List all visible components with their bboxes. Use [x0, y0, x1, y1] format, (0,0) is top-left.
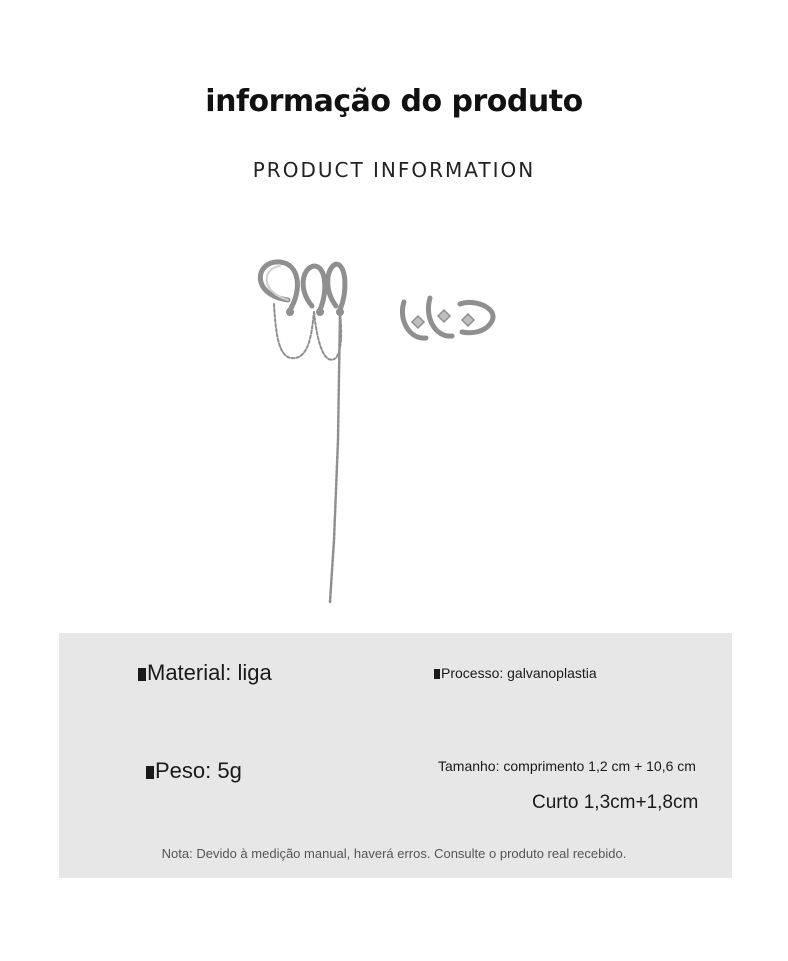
bullet-icon — [434, 669, 440, 679]
weight-spec: Peso: 5g — [146, 758, 242, 784]
short-size-spec: Curto 1,3cm+1,8cm — [532, 792, 699, 813]
page-subtitle: PRODUCT INFORMATION — [252, 158, 536, 182]
product-image — [240, 240, 540, 620]
measurement-note: Nota: Devido à medição manual, haverá erros. Consulte o produto real recebido. — [161, 846, 627, 861]
material-spec: Material: liga — [138, 660, 272, 686]
bullet-icon — [146, 766, 154, 779]
size-spec: Tamanho: comprimento 1,2 cm + 10,6 cm — [438, 758, 696, 774]
long-chain-ear-cuff — [260, 262, 345, 602]
bullet-icon — [138, 668, 146, 681]
short-ear-cuff — [402, 298, 493, 338]
page-title: informação do produto — [205, 84, 583, 119]
process-spec: Processo: galvanoplastia — [434, 665, 597, 681]
